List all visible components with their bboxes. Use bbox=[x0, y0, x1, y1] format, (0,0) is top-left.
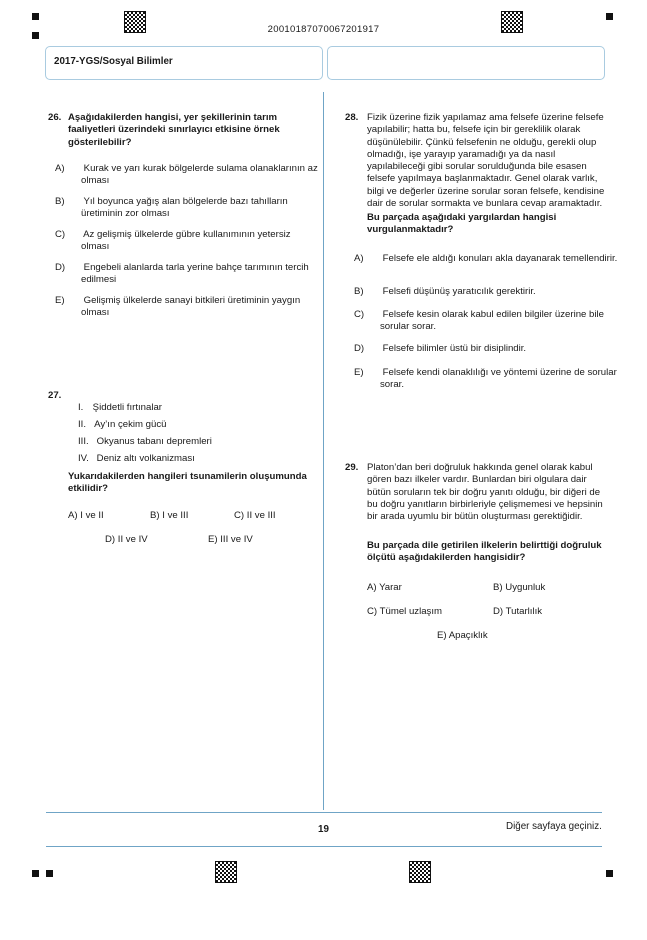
option-text: Tutarlılık bbox=[505, 606, 543, 617]
answer-option[interactable] bbox=[208, 534, 253, 546]
option-text: Kurak ve yarı kurak bölgelerde sulama olanaklarının az olması bbox=[81, 163, 318, 187]
page-number: 19 bbox=[318, 824, 329, 835]
registration-mark-top-right bbox=[606, 13, 613, 20]
answer-option[interactable] bbox=[55, 262, 331, 287]
answer-option[interactable] bbox=[354, 253, 620, 265]
footer-rule-bottom bbox=[46, 846, 602, 847]
option-text: Felsefe ele aldığı konuları akla dayanarak temellendirir. bbox=[382, 253, 618, 264]
question-stem: Bu parçada dile getirilen ilkelerin belirttiği doğruluk ölçütü aşağıdakilerden hangisidir? bbox=[367, 540, 602, 564]
option-text: Az gelişmiş ülkelerde gübre kullanımının yetersiz olması bbox=[81, 229, 291, 253]
option-text: II ve IV bbox=[117, 534, 148, 545]
answer-option[interactable] bbox=[55, 196, 321, 221]
option-label: A) bbox=[354, 253, 364, 264]
registration-mark-bottom-left-1 bbox=[32, 870, 39, 877]
option-label: D) bbox=[105, 534, 116, 545]
option-label: E) bbox=[208, 534, 218, 545]
next-page-note: Diğer sayfaya geçiniz. bbox=[506, 821, 602, 832]
question-number: 28. bbox=[345, 112, 359, 123]
statement-text: Ay’ın çekim gücü bbox=[94, 419, 167, 430]
statement-item bbox=[78, 402, 162, 414]
roman-numeral: III. bbox=[78, 436, 89, 447]
option-label: B) bbox=[55, 196, 65, 207]
answer-option[interactable] bbox=[493, 606, 542, 618]
page-title: 2017-YGS/Sosyal Bilimler bbox=[54, 56, 173, 67]
qr-code-icon bbox=[410, 862, 430, 882]
answer-option[interactable] bbox=[354, 367, 620, 392]
question-stem: Aşağıdakilerden hangisi, yer şekillerinin tarım faaliyetleri üzerindeki sınırlayıcı etkisine örnek gösterilebilir? bbox=[68, 112, 280, 148]
statement-item bbox=[78, 419, 166, 431]
option-text: Felsefi düşünüş yaratıcılık gerektirir. bbox=[382, 286, 536, 297]
statement-text: Deniz altı volkanizması bbox=[96, 453, 195, 464]
statement-item bbox=[78, 453, 195, 465]
registration-mark-bottom-left-2 bbox=[46, 870, 53, 877]
option-text: Gelişmiş ülkelerde sanayi bitkileri üretiminin yaygın olması bbox=[81, 295, 301, 319]
question-number: 26. bbox=[48, 112, 62, 123]
option-label: A) bbox=[367, 582, 377, 593]
option-label: A) bbox=[68, 510, 78, 521]
option-label: E) bbox=[55, 295, 65, 306]
answer-option[interactable] bbox=[367, 606, 442, 618]
option-text: I ve III bbox=[162, 510, 189, 521]
answer-option[interactable] bbox=[105, 534, 148, 546]
answer-option[interactable] bbox=[68, 510, 104, 522]
option-label: B) bbox=[354, 286, 364, 297]
qr-code-icon bbox=[216, 862, 236, 882]
option-text: III ve IV bbox=[220, 534, 253, 545]
option-label: D) bbox=[493, 606, 504, 617]
option-text: Apaçıklık bbox=[448, 630, 488, 641]
option-text: Engebeli alanlarda tarla yerine bahçe tarımının tercih edilmesi bbox=[81, 262, 309, 286]
option-label: E) bbox=[437, 630, 447, 641]
option-label: A) bbox=[55, 163, 65, 174]
statement-item bbox=[78, 436, 212, 448]
answer-option[interactable] bbox=[354, 286, 620, 298]
statement-text: Okyanus tabanı depremleri bbox=[96, 436, 212, 447]
answer-option[interactable] bbox=[367, 582, 402, 594]
barcode-number: 20010187070067201917 bbox=[267, 24, 380, 35]
option-text: Felsefe kendi olanaklılığı ve yöntemi üzerine de sorular sorar. bbox=[380, 367, 617, 391]
question-number: 29. bbox=[345, 462, 359, 473]
registration-mark-top-left bbox=[32, 13, 39, 20]
option-text: Tümel uzlaşım bbox=[379, 606, 442, 617]
option-text: II ve III bbox=[246, 510, 276, 521]
option-text: Yıl boyunca yağış alan bölgelerde bazı tahılların üretiminin zor olması bbox=[81, 196, 288, 220]
roman-numeral: I. bbox=[78, 402, 84, 413]
option-label: D) bbox=[354, 343, 365, 354]
question-passage: Platon’dan beri doğruluk hakkında genel olarak kabul gören bazı ilkeler vardır. Bunlardan biri olgulara dair bütün soruların tek bir doğru yanıtı olduğu, bir diğeri de bu doğru yanıtların birbirleriyle çelişmemesi ve hepsinin bir arada uyumlu bir bütün oluşturması gerektiğidir. bbox=[367, 462, 603, 523]
question-stem: Yukarıdakilerden hangileri tsunamilerin oluşumunda etkilidir? bbox=[68, 471, 307, 495]
answer-option[interactable] bbox=[55, 295, 326, 320]
question-passage: Fizik üzerine fizik yapılamaz ama felsefe üzerine felsefe yapılabilir; hatta bu, felsefe için bir gereklilik olarak düşünülebilir. Çünkü felsefenin ne olduğu, gerekli olup olmadığı, işe yarayıp yaramadığı ya da nasıl yapılabileceği gibi sorular sorulduğunda bile esasen felsefe yapılmaya başlanmaktadır. Genel olarak varlık, bilgi ve değerler üzerine sorular soran felsefe, kendisine dair de sorular sormakta ve bunlara cevap aramaktadır. bbox=[367, 112, 605, 209]
option-label: C) bbox=[55, 229, 66, 240]
answer-option[interactable] bbox=[234, 510, 276, 522]
option-text: Felsefe bilimler üstü bir disiplindir. bbox=[382, 343, 527, 354]
option-text: Felsefe kesin olarak kabul edilen bilgiler üzerine bile sorular sorar. bbox=[380, 309, 604, 333]
option-text: Yarar bbox=[379, 582, 402, 593]
roman-numeral: II. bbox=[78, 419, 86, 430]
roman-numeral: IV. bbox=[78, 453, 89, 464]
option-label: E) bbox=[354, 367, 364, 378]
option-label: B) bbox=[493, 582, 503, 593]
answer-option[interactable] bbox=[354, 309, 630, 334]
registration-mark-bottom-right bbox=[606, 870, 613, 877]
answer-option[interactable] bbox=[55, 163, 326, 188]
option-label: C) bbox=[354, 309, 365, 320]
answer-option[interactable] bbox=[437, 630, 488, 642]
option-label: C) bbox=[234, 510, 245, 521]
question-stem: Bu parçada aşağıdaki yargılardan hangisi vurgulanmaktadır? bbox=[367, 212, 557, 236]
answer-option[interactable] bbox=[150, 510, 188, 522]
option-label: B) bbox=[150, 510, 160, 521]
header-box-right bbox=[327, 46, 605, 80]
option-label: D) bbox=[55, 262, 66, 273]
option-text: I ve II bbox=[80, 510, 104, 521]
footer-rule-top bbox=[46, 812, 602, 813]
answer-option[interactable] bbox=[55, 229, 321, 254]
answer-option[interactable] bbox=[493, 582, 545, 594]
column-divider bbox=[323, 92, 324, 810]
statement-text: Şiddetli fırtınalar bbox=[92, 402, 162, 413]
option-text: Uygunluk bbox=[505, 582, 546, 593]
question-number: 27. bbox=[48, 390, 62, 401]
option-label: C) bbox=[367, 606, 378, 617]
answer-option[interactable] bbox=[354, 343, 620, 355]
